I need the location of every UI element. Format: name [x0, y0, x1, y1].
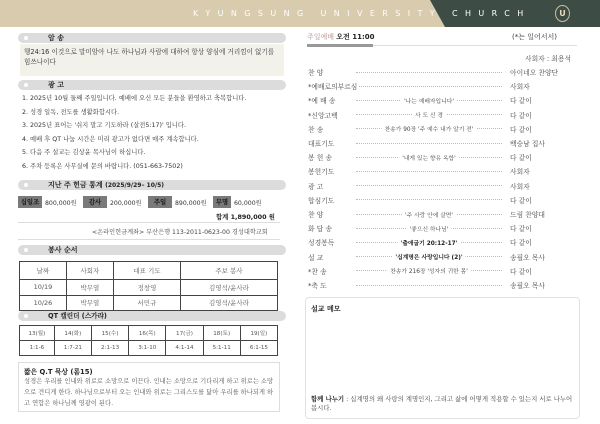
order-by: 사회자: [510, 182, 530, 191]
qt-passage: 6:1-15: [240, 341, 277, 356]
order-item: [308, 94, 580, 106]
heading-underline: [307, 44, 373, 47]
sermon-memo-box[interactable]: [305, 297, 580, 419]
table-cell: 박무열: [66, 295, 113, 311]
order-name: *예배로의부르심: [308, 83, 358, 92]
table-cell: 10/26: [20, 295, 67, 311]
offering-value: 800,000원: [45, 199, 77, 207]
order-by: 다 같이: [510, 111, 532, 120]
column-header: 주보 봉사: [180, 262, 277, 280]
church-logo-icon: U: [555, 5, 570, 22]
worship-time: 오전 11:00: [336, 33, 375, 41]
order-name: 광 고: [308, 182, 324, 191]
qt-passage: 3:1-10: [129, 341, 166, 356]
column-header: 사회자: [66, 262, 113, 280]
order-name: 대표기도: [308, 140, 335, 148]
offering-label: 주일: [148, 196, 172, 208]
order-by: 송필오 목사: [510, 282, 545, 290]
notices-heading: 광 고: [18, 80, 286, 90]
order-by: 드림 찬양대: [510, 211, 545, 219]
order-name: *찬 송: [308, 267, 327, 276]
leader-line: [356, 255, 502, 262]
order-name: 찬 양: [308, 69, 324, 77]
standing-note: (*는 일어서서): [512, 33, 557, 41]
worship-label: 주일예배: [307, 33, 335, 41]
table-cell: 박무열: [66, 280, 113, 296]
offering-value: 60,000원: [234, 199, 262, 207]
order-name: 찬 송: [308, 125, 324, 134]
memory-verse-heading: 암 송: [18, 33, 286, 43]
notice-item: 6. 주차 등록은 사무실에 문의 바랍니다. (051-663-7502): [22, 163, 183, 170]
order-item: [308, 222, 580, 234]
order-content: '십계명은 사랑입니다 (2)': [392, 252, 465, 261]
offering-label: 감사: [83, 196, 107, 208]
memory-verse-text: 행24:16 이것으로 말미암아 나도 하나님과 사람에 대하여 항상 양심에 거리낌이 없기를 힘쓰나이다: [20, 44, 284, 76]
offering-row: [18, 196, 280, 208]
order-name: 설 교: [308, 253, 324, 262]
table-cell: 김영석/윤사라: [180, 295, 277, 311]
order-name: *예 배 송: [308, 97, 336, 106]
leader-line: [356, 113, 502, 120]
qt-calendar: [19, 325, 278, 356]
worship-leader: 사회자 : 최용석: [525, 55, 572, 63]
offering-period: (2025/9/29– 10/5): [105, 182, 164, 189]
order-name: 화 답 송: [308, 225, 333, 234]
order-item: [308, 165, 580, 177]
order-item: [308, 208, 580, 220]
order-item: [308, 151, 580, 163]
offering-value: 890,000원: [175, 199, 207, 207]
order-by: 다 같이: [510, 225, 532, 234]
leader-line: [356, 72, 502, 73]
order-name: 찬 양: [308, 211, 324, 219]
qt-day: 15(수): [91, 326, 128, 341]
order-by: 사회자: [510, 168, 530, 177]
order-by: 다 같이: [510, 125, 532, 134]
leader-line: [356, 171, 502, 172]
order-by: 다 같이: [510, 97, 532, 106]
qt-heading: QT 캘린더 (스가랴): [18, 311, 286, 321]
qt-day: 16(목): [129, 326, 166, 341]
order-by: 다 같이: [510, 239, 532, 248]
offering-label: 십일조: [18, 196, 42, 208]
leader-line: [356, 199, 502, 200]
header-banner: [0, 0, 600, 27]
order-name: 봉헌기도: [308, 168, 335, 177]
order-by: 다 같이: [510, 267, 532, 276]
leader-line: [356, 185, 502, 186]
offering-label: 무명: [213, 196, 231, 208]
order-content: '좋으신 하나님': [407, 224, 452, 233]
table-header-row: [20, 262, 278, 280]
column-header: 대표 기도: [113, 262, 180, 280]
table-cell: 10/19: [20, 280, 67, 296]
qt-day: 13(월): [20, 326, 55, 341]
offering-title: 지난 주 헌금 통계: [48, 181, 103, 189]
order-name: *축 도: [308, 282, 327, 290]
offering-total: [216, 212, 275, 221]
notice-item: 1. 2025년 10월 둘째 주일입니다. 예배에 오신 모든 분들을 환영하고 축복합니다.: [22, 95, 247, 102]
qt-day: 17(금): [166, 326, 203, 341]
order-by: 백승남 집사: [510, 140, 545, 148]
order-name: 성경봉독: [308, 239, 335, 248]
qt-passage: 1:1-6: [20, 341, 55, 356]
notice-item: 4. 예배 후 QT 나눔 시간은 미리 광고가 없다면 매주 계속합니다.: [22, 135, 199, 143]
leader-line: [356, 212, 502, 219]
memo-title: 설교 메모: [311, 305, 341, 313]
share-text: : 십계명의 왜 사랑의 계명인지, 그리고 삶에 어떻게 적용할 수 있는지 서로 나누어 봅시다.: [311, 395, 573, 412]
order-content: 찬송가 216장 '성자의 귀한 몸': [387, 266, 471, 275]
table-cell: 김영석/윤사라: [180, 280, 277, 296]
service-table: [19, 261, 278, 311]
meditation-text: 성경은 우리를 인내와 위로로 소망으로 이끈다. 인내는 소망으로 기다리게 하고 위로는 소망으로 견디게 한다. 하나님으로부터 오는 인내와 위로는 그리스도를 닮아 우리를 하나되게 하고 연합은 하나님께 영광이 된다.: [24, 378, 274, 407]
order-content: '나는 예배자입니다': [401, 96, 457, 105]
order-content: 찬송가 90장 '주 예수 내가 알기 전': [382, 124, 477, 133]
table-cell: 정창영: [113, 280, 180, 296]
leader-line: [356, 240, 502, 247]
leader-line: [356, 269, 502, 276]
order-item: [308, 123, 580, 135]
order-name: 합심기도: [308, 196, 335, 205]
order-content: 사 도 신 경: [412, 110, 446, 119]
order-content: '출애굽기 20:12-17': [398, 238, 461, 247]
leader-line: [356, 127, 502, 134]
order-item: [308, 265, 580, 277]
order-name: *신앙고백: [308, 111, 338, 120]
share-prompt: [311, 395, 574, 413]
online-account: <온라인헌금계좌> 부산은행 113-2011-0623-00 경성대학교회: [92, 229, 268, 236]
leader-line: [356, 98, 502, 105]
qt-row: [20, 326, 278, 341]
offering-value: 200,000원: [110, 199, 142, 207]
share-label: 함께 나누기: [311, 395, 345, 403]
qt-passage: 4:1-14: [166, 341, 203, 356]
order-item: [308, 194, 580, 206]
order-item: [308, 109, 580, 121]
notice-item: 3. 2025년 표어는 '쉬지 말고 기도하라 (살전5:17)' 입니다.: [22, 122, 186, 130]
service-heading: 봉사 순서: [18, 245, 286, 255]
leader-line: [356, 143, 502, 144]
header-title: KYUNGSUNG UNIVERSITY CHURCH: [193, 9, 531, 18]
order-item: [308, 137, 580, 149]
qt-day: 18(토): [203, 326, 240, 341]
qt-passage: 1:7-21: [54, 341, 91, 356]
divider: [18, 239, 280, 240]
order-name: 봉 헌 송: [308, 154, 333, 163]
table-cell: 서민규: [113, 295, 180, 311]
qt-passage: 5:1-11: [203, 341, 240, 356]
order-by: 아이네오 찬양단: [510, 69, 559, 77]
order-by: 송필오 목사: [510, 253, 545, 262]
order-item: [308, 80, 580, 92]
leader-line: [356, 226, 502, 233]
order-item: [308, 279, 580, 291]
qt-passage: 2:1-13: [91, 341, 128, 356]
leader-line: [356, 155, 502, 162]
order-by: 사회자: [510, 83, 530, 92]
notice-item: 2. 성경 일독, 전도를 생활화합시다.: [22, 108, 120, 116]
meditation-box: [18, 362, 280, 412]
qt-day: 19(일): [240, 326, 277, 341]
order-by: 다 같이: [510, 154, 532, 163]
order-item: [308, 180, 580, 192]
order-item: [308, 236, 580, 248]
notice-item: 5. 다음 주 설교는 김상윤 목사님이 하십니다.: [22, 149, 146, 157]
table-row: [20, 280, 278, 296]
total-value: 1,890,000 원: [230, 213, 275, 221]
offering-heading: [18, 180, 286, 190]
order-content: '주 사랑 안에 살면': [402, 210, 456, 219]
order-item: [308, 251, 580, 263]
order-content: '내게 있는 향유 옥합': [399, 153, 459, 162]
total-label: 합계: [216, 213, 229, 221]
divider: [18, 222, 280, 223]
order-by: 다 같이: [510, 196, 532, 205]
worship-heading: [307, 32, 375, 42]
meditation-title: 짧은 Q.T 묵상 (롬15): [24, 368, 93, 376]
qt-day: 14(화): [54, 326, 91, 341]
leader-line: [359, 86, 502, 87]
order-item: [308, 66, 580, 78]
table-row: [20, 295, 278, 311]
qt-row: [20, 341, 278, 356]
column-header: 날짜: [20, 262, 67, 280]
leader-line: [356, 285, 502, 286]
